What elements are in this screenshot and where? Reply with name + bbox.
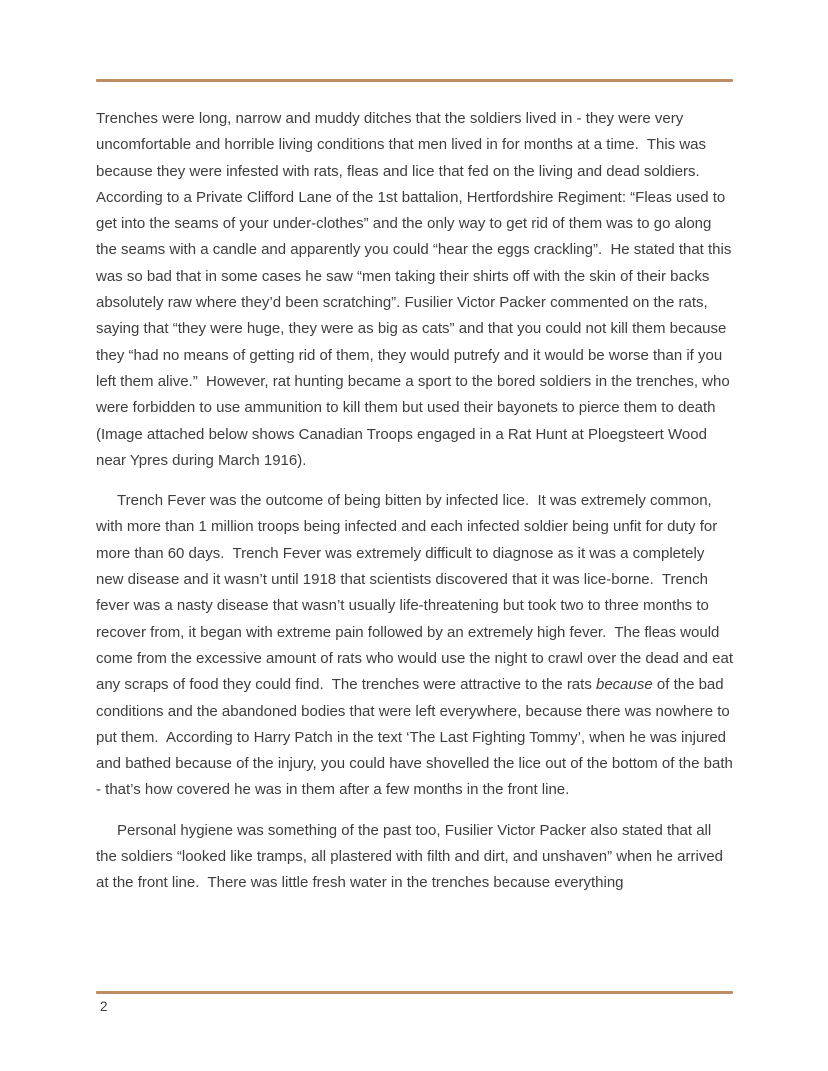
paragraph [96,818,734,897]
text-run: of the bad conditions and the abandoned bodies that were left everywhere, because there was nowhere to put them. According to Harry Patch in the text ‘The Last Fighting Tommy’, when he was injured and bathed because of the injury, you could have shovelled the lice out of the bottom of the bath - that’s how covered he was in them after a few months in the front line. [96,676,737,799]
document-body [96,106,738,911]
italic-text-run: because [596,676,653,694]
text-run: Trench Fever was the outcome of being bitten by infected lice. It was extremely common, with more than 1 million troops being infected and each infected soldier being unfit for duty for more than 60 days. Trench Fever was extremely difficult to diagnose as it was a completely new disease and it wasn’t until 1918 that scientists discovered that it was lice-borne. Trench fever was a nasty disease that wasn’t usually life-threatening but took two to three months to recover from, it began with extreme pain followed by an extremely high fever. The fleas would come from the excessive amount of rats who would use the night to crawl over the dead and eat any scraps of food they could find. The trenches were attractive to the rats [96,492,738,694]
bottom-border-rule [96,991,733,994]
paragraph [96,488,738,804]
text-run: Trenches were long, narrow and muddy ditches that the soldiers lived in - they were very uncomfortable and horrible living conditions that men lived in for months at a time. This was because they were infested with rats, fleas and lice that fed on the living and dead soldiers. According to a Private Clifford Lane of the 1st battalion, Hertfordshire Regiment: “Fleas used to get into the seams of your under-clothes” and the only way to get rid of them was to go along the seams with a candle and apparently you could “hear the eggs crackling”. He stated that this was so bad that in some cases he saw “men taking their shirts off with the skin of their backs absolutely raw where they’d been scratching”. Fusilier Victor Packer commented on the rats, saying that “they were huge, they were as big as cats” and that you could not kill them because they “had no means of getting rid of them, they would putrefy and it would be worse than if you left them alive.” However, rat hunting became a sport to the bored soldiers in the trenches, who were forbidden to use ammunition to kill them but used their bayonets to pierce them to death (Image attached below shows Canadian Troops engaged in a Rat Hunt at Ploegsteert Wood near Ypres during March 1916). [96,110,736,469]
page-number: 2 [100,999,108,1014]
paragraph [96,106,734,474]
top-border-rule [96,79,733,82]
text-run: Personal hygiene was something of the past too, Fusilier Victor Packer also stated that all the soldiers “looked like tramps, all plastered with filth and dirt, and unshaven” when he arrived at the front line. There was little fresh water in the trenches because everything [96,821,728,892]
